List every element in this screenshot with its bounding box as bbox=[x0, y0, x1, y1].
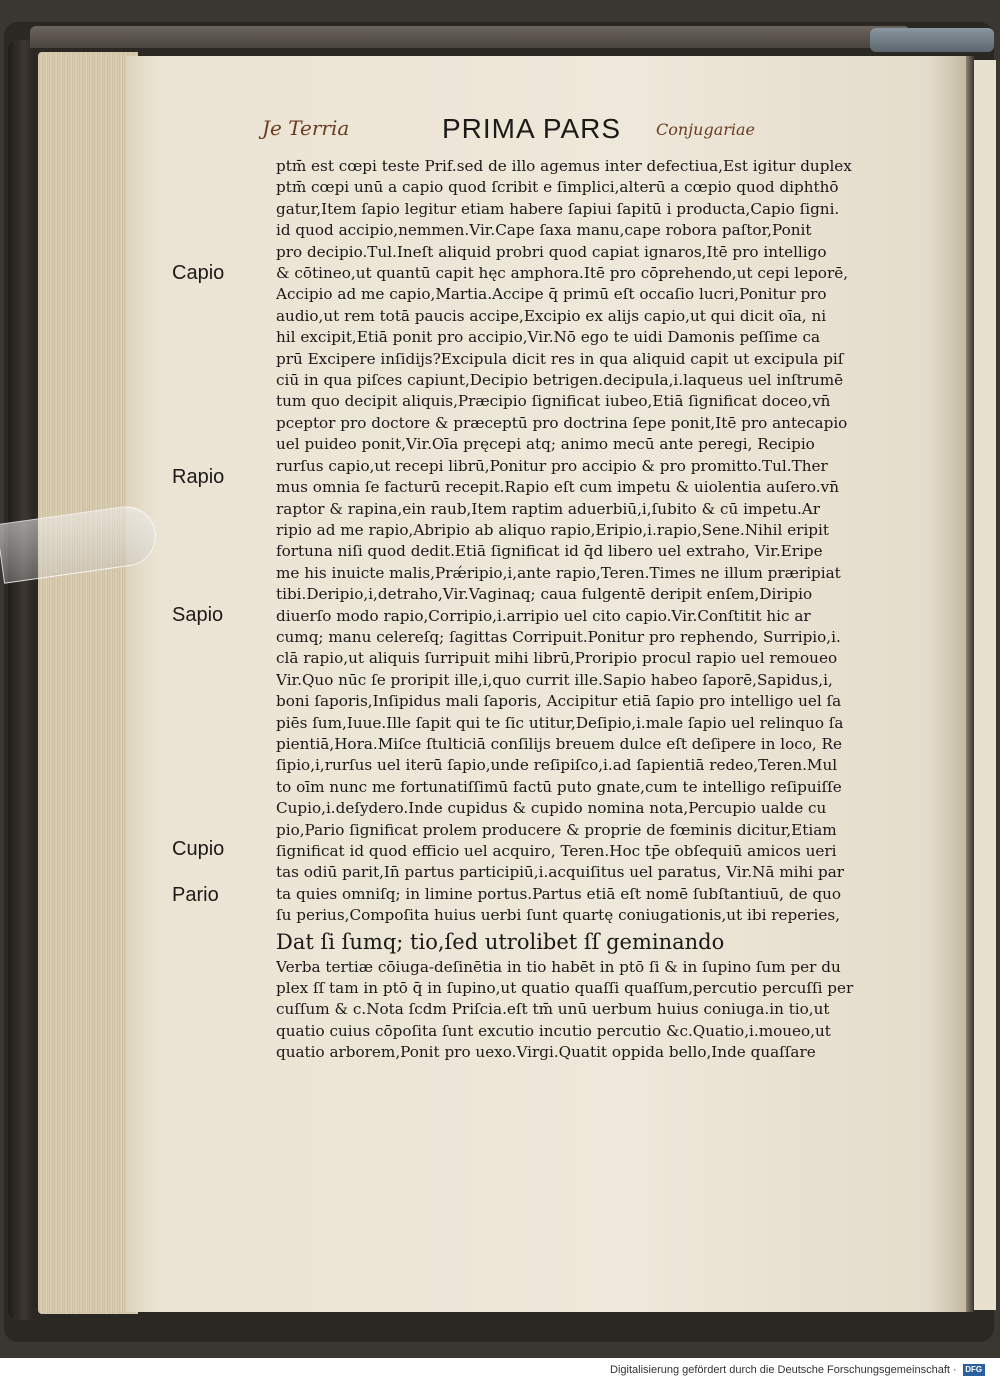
text-line: pientiā,Hora.Miſce ſtulticiā conſilijs breuem dulce eſt deſipere in loco, Re bbox=[276, 734, 842, 753]
text-line: tum quo decipit aliquis,Præcipio ſignificat iubeo,Etiā ſignificat doceo,vn̄ bbox=[276, 392, 831, 411]
text-line: fortuna niſi quod dedit.Etiā ſignificat id q̄d libero uel extraho, Vir.Eripe bbox=[276, 542, 823, 561]
text-line: raptor & rapina,ein raub,Item raptim aduerbiū,i,ſubito & cū impetu.Ar bbox=[276, 499, 821, 518]
text-line: clā rapio,ut aliquis ſurripuit mihi librū,Proripio procul rapio uel remoueo bbox=[276, 649, 838, 668]
text-line: hil excipit,Etiā ponit pro accipio,Vir.Nō ego te uidi Damonis peſſime ca bbox=[276, 328, 821, 347]
text-line: Vir.Quo nūc ſe proripit ille,i,quo currit ille.Sapio habeo ſaporē,Sapidus,i, bbox=[276, 670, 833, 689]
text-line: ſignificat id quod efficio uel acquiro, Teren.Hoc tp̄e obſequiū amicos ueri bbox=[276, 842, 837, 860]
dfg-logo-icon: DFG bbox=[963, 1364, 985, 1376]
handwritten-note-left: Je Terria bbox=[262, 116, 350, 140]
margin-gloss: Rapio bbox=[172, 466, 225, 488]
verse-rule-line: Dat ſi ſumq; tio,ſed utrolibet ſſ geminando bbox=[276, 929, 725, 954]
color-target-strip bbox=[870, 28, 994, 52]
text-line: quatio cuius cōpoſita ſunt excutio incutio percutio &c.Quatio,i.moueo,ut bbox=[276, 1021, 831, 1040]
text-line: audio,ut rem totā paucis accipe,Excipio ex alijs capio,ut qui dicit oīa, ni bbox=[276, 306, 827, 325]
page-edges bbox=[38, 52, 138, 1314]
handwritten-note-right: Conjugariae bbox=[656, 120, 755, 139]
text-line: ptm̄ est cœpi teste Prif.sed de illo agemus inter defectiua,Est igitur duplex bbox=[276, 157, 852, 175]
body-text bbox=[276, 156, 914, 1064]
text-line: me his inuicte malis,Prǽripio,i,ante rapio,Teren.Times ne illum præripiat bbox=[276, 563, 841, 582]
text-line: diuerſo modo rapio,Corripio,i.arripio uel cito capio.Vir.Conſtitit hic ar bbox=[276, 606, 811, 625]
margin-gloss: Sapio bbox=[172, 604, 224, 626]
text-line: rurſus capio,ut recepi librū,Ponitur pro accipio & pro promitto.Tul.Ther bbox=[276, 456, 828, 475]
text-line: quatio arborem,Ponit pro uexo.Virgi.Quatit oppida bello,Inde quaſſare bbox=[276, 1043, 816, 1062]
margin-gloss: Capio bbox=[172, 262, 225, 284]
text-line: pio,Pario ſignificat prolem producere & proprie de fœminis dicitur,Etiam bbox=[276, 820, 837, 839]
text-line: piēs ſum,Iuue.Ille ſapit qui te ſic utitur,Deſipio,i.male ſapio uel relinquo ſa bbox=[276, 713, 844, 732]
page-gutter bbox=[966, 56, 974, 1312]
text-line: boni ſaporis,Inſipidus mali ſaporis, Accipitur etiā ſapio pro intelligo uel ſa bbox=[276, 692, 842, 711]
text-line: to oīm nunc me fortunatiſſimū factū puto gnate,cum te intelligo reſipuiſſe bbox=[276, 777, 842, 796]
book-spine-edge bbox=[8, 40, 34, 1320]
text-line: ſu perius,Compoſita huius uerbi ſunt quartę coniugationis,ut ibi reperies, bbox=[276, 906, 840, 925]
margin-gloss: Cupio bbox=[172, 838, 225, 860]
text-line: ptm̄ cœpi unū a capio quod ſcribit e ſimplici,alterū a cœpio quod diphthō bbox=[276, 178, 839, 197]
text-line: pceptor pro doctore & præceptū pro doctrina ſepe ponit,Itē pro antecapio bbox=[276, 413, 848, 432]
text-line: uel puideo ponit,Vir.Oīa pręcepi atq; animo mecū ante peregi, Recipio bbox=[276, 435, 815, 454]
cover-top-edge bbox=[30, 26, 910, 48]
text-line: tas odiū parit,In̄ partus participiū,i.acquiſitus uel paratus, Vir.Nā mihi par bbox=[276, 863, 845, 882]
text-line: cuſſum & c.Nota ſcdm Priſcia.eſt tm̄ unū uerbum huius coniuga.in tio,ut bbox=[276, 1000, 830, 1019]
text-line: ciū in qua piſces capiunt,Decipio betrigen.decipula,i.laqueus uel inſtrumē bbox=[276, 371, 844, 390]
text-line: cumq; manu celereſq; ſagittas Corripuit.Ponitur pro rephendo, Surripio,i. bbox=[276, 627, 841, 646]
text-line: & cōtineo,ut quantū capit hęc amphora.Itē pro cōprehendo,ut cepi leporē, bbox=[276, 264, 849, 283]
text-line: tibi.Deripio,i,detraho,Vir.Vaginaq; caua fulgentē deripit enſem,Diripio bbox=[276, 585, 813, 604]
text-line: prū Excipere inſidijs?Excipula dicit res in qua aliquid capit ut excipula piſ bbox=[276, 349, 844, 368]
text-line: ripio ad me rapio,Abripio ab aliquo rapio,Eripio,i.rapio,Sene.Nihil eripit bbox=[276, 520, 829, 539]
text-line: Cupio,i.deſydero.Inde cupidus & cupido nomina nota,Percupio ualde cu bbox=[276, 799, 827, 818]
text-line: mus omnia ſe facturū recepit.Rapio eſt cum impetu & uiolentia auſero.vn̄ bbox=[276, 478, 839, 497]
text-line: plex ſſ tam in ptō q̄ in ſupino,ut quatio quaſſi quaſſum,percutio percuſſi per bbox=[276, 979, 854, 998]
footer-credit-text: Digitalisierung gefördert durch die Deutsche Forschungsgemeinschaft · bbox=[610, 1364, 957, 1376]
text-line: ſipio,i,rurſus uel iterū ſapio,unde reſipiſco,i.ad ſapientiā redeo,Teren.Mul bbox=[276, 756, 838, 775]
margin-gloss: Pario bbox=[172, 884, 219, 906]
text-line: Accipio ad me capio,Martia.Accipe q̄ primū eſt occaſio lucri,Ponitur pro bbox=[276, 285, 827, 304]
footer-credit bbox=[610, 1361, 985, 1379]
text-line: ta quies omniſq; in limine portus.Partus etiā eſt nomē ſubſtantiuū, de quo bbox=[276, 884, 842, 903]
facing-page-edge bbox=[974, 60, 996, 1310]
text-line: Verba tertiæ cōiuga-deſinētia in tio habēt in ptō ſi & in ſupino ſum per du bbox=[276, 957, 841, 976]
running-header: PRIMA PARS bbox=[442, 113, 622, 144]
text-line: pro decipio.Tul.Ineſt aliquid probri quod capiat ignaros,Itē pro intelligo bbox=[276, 242, 827, 261]
text-line: id quod accipio,nemmen.Vir.Cape ſaxa manu,cape robora paſtor,Ponit bbox=[276, 221, 812, 240]
text-line: gatur,Item ſapio legitur etiam habere ſapiui ſapitū i producta,Capio ſigni. bbox=[276, 199, 840, 218]
